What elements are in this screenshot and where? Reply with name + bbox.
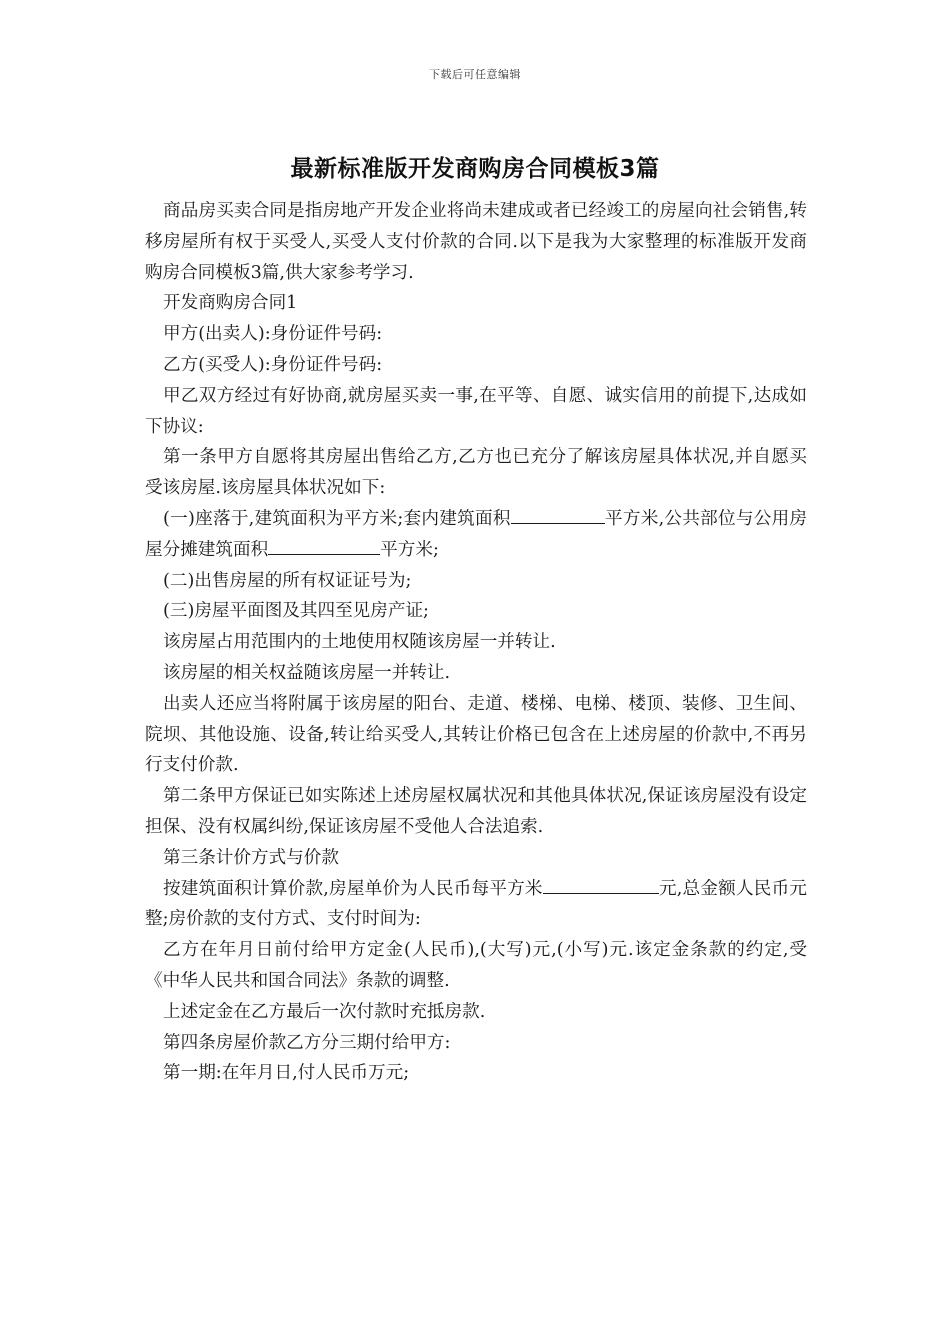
item-1-text-part1: (一)座落于,建筑面积为平方米;套内建筑面积 [163,508,511,529]
land-rights-paragraph: 该房屋占用范围内的土地使用权随该房屋一并转让. [163,632,556,653]
shared-area-blank [268,536,380,555]
related-rights-paragraph: 该房屋的相关权益随该房屋一并转让. [163,662,451,683]
document-body [145,196,807,1089]
agreement-paragraph: 甲乙双方经过有好协商,就房屋买卖一事,在平等、自愿、诚实信用的前提下,达成如下协议: [145,385,807,437]
pricing-paragraph [145,874,807,936]
unit-price-blank [543,875,659,894]
attachments-paragraph: 出卖人还应当将附属于该房屋的阳台、走道、楼梯、电梯、楼顶、装修、卫生间、院坝、其他设施、设备,转让给买受人,其转让价格已包含在上述房屋的价款中,不再另行支付价款. [145,693,807,776]
item-1-text-part3: 平方米; [380,539,439,560]
intro-paragraph: 商品房买卖合同是指房地产开发企业将尚未建成或者已经竣工的房屋向社会销售,转移房屋所有权于买受人,买受人支付价款的合同.以下是我为大家整理的标准版开发商购房合同模板3篇,供大家参考学习. [145,201,807,283]
header-note: 下载后可任意编辑 [429,68,521,81]
party-b-line: 乙方(买受人):身份证件号码: [163,354,383,375]
installment-1-paragraph: 第一期:在年月日,付人民币万元; [163,1063,410,1084]
article-3-heading: 第三条计价方式与价款 [163,847,339,868]
document-title: 最新标准版开发商购房合同模板3篇 [290,156,660,182]
article-2-paragraph: 第二条甲方保证已如实陈述上述房屋权属状况和其他具体状况,保证该房屋没有设定担保、没有权属纠纷,保证该房屋不受他人合法追索. [145,786,807,837]
article-4-heading: 第四条房屋价款乙方分三期付给甲方: [163,1032,451,1053]
pricing-text-part1: 按建筑面积计算价款,房屋单价为人民币每平方米 [163,878,543,899]
article-1-paragraph: 第一条甲方自愿将其房屋出售给乙方,乙方也已充分了解该房屋具体状况,并自愿买受该房屋.该房屋具体状况如下: [145,447,807,499]
contract-heading: 开发商购房合同1 [163,293,298,314]
inner-area-blank [511,505,605,524]
item-3-paragraph: (三)房屋平面图及其四至见房产证; [163,601,429,622]
pricing-text-part2: 元,总金额人民币元整;房价款的支付方式、支付时间为: [145,878,807,930]
deposit-offset-paragraph: 上述定金在乙方最后一次付款时充抵房款. [163,1001,486,1022]
party-a-line: 甲方(出卖人):身份证件号码: [163,324,383,345]
item-2-paragraph: (二)出售房屋的所有权证证号为; [163,570,412,591]
item-1-paragraph [145,504,807,566]
deposit-paragraph: 乙方在年月日前付给甲方定金(人民币),(大写)元,(小写)元.该定金条款的约定,受《中华人民共和国合同法》条款的调整. [145,940,807,991]
item-1-text-part2: 平方米,公共部位与公用房屋分摊建筑面积 [145,508,808,560]
